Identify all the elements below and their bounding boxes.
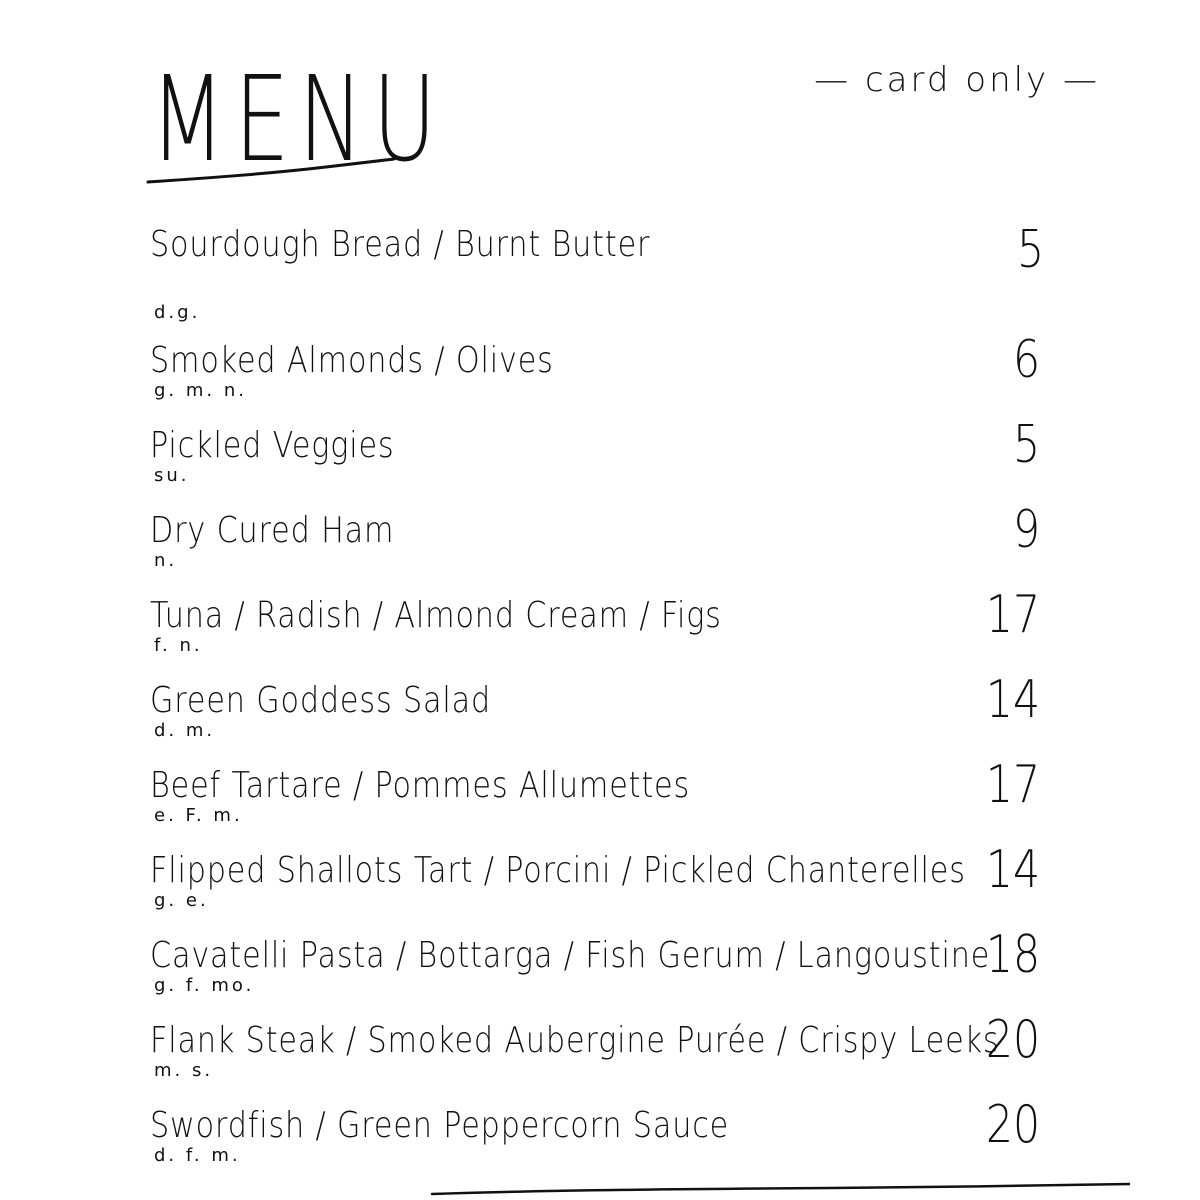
item-price: 17 xyxy=(985,755,1040,815)
item-code: d.g. xyxy=(154,302,201,323)
item-code: n. xyxy=(154,550,178,571)
menu-title: MENU xyxy=(150,50,446,188)
menu-item xyxy=(150,925,1050,1020)
title-underline xyxy=(146,150,406,190)
item-price: 6 xyxy=(1012,330,1040,390)
item-code: g. m. n. xyxy=(154,380,247,401)
item-name: Cavatelli Pasta / Bottarga / Fish Gerum / Langoustine xyxy=(150,935,991,976)
item-code: e. F. m. xyxy=(154,805,243,826)
menu-item xyxy=(150,220,1050,340)
menu-items xyxy=(150,220,1050,1190)
item-name: Sourdough Bread / Burnt Butter xyxy=(150,224,651,265)
menu-item xyxy=(150,500,1050,595)
item-code: d. m. xyxy=(154,720,216,741)
item-code: g. f. mo. xyxy=(154,975,255,996)
item-name: Dry Cured Ham xyxy=(150,510,395,551)
item-price: 20 xyxy=(985,1095,1040,1155)
item-price: 5 xyxy=(1012,415,1040,475)
item-code: d. f. m. xyxy=(154,1145,241,1166)
item-name: Tuna / Radish / Almond Cream / Figs xyxy=(150,595,722,636)
item-name: Green Goddess Salad xyxy=(150,680,492,721)
item-code: g. e. xyxy=(154,890,209,911)
menu-item xyxy=(150,755,1050,850)
item-price: 18 xyxy=(985,925,1040,985)
item-name: Pickled Veggies xyxy=(150,425,395,466)
item-price: 9 xyxy=(1012,500,1040,560)
item-code: su. xyxy=(154,465,190,486)
item-price: 17 xyxy=(985,585,1040,645)
item-name: Smoked Almonds / Olives xyxy=(150,340,554,381)
bottom-rule xyxy=(430,1180,1130,1196)
item-price: 5 xyxy=(1016,220,1044,280)
item-price: 20 xyxy=(985,1010,1040,1070)
item-price: 14 xyxy=(985,670,1040,730)
item-name: Swordfish / Green Peppercorn Sauce xyxy=(150,1105,730,1146)
item-name: Flank Steak / Smoked Aubergine Purée / Crispy Leeks xyxy=(150,1020,1000,1061)
card-only-note: — card only — xyxy=(814,60,1100,100)
item-code: f. n. xyxy=(154,635,203,656)
item-code: m. s. xyxy=(154,1060,214,1081)
menu-item xyxy=(150,415,1050,510)
menu-item xyxy=(150,1095,1050,1190)
menu-item xyxy=(150,330,1050,425)
menu-item xyxy=(150,1010,1050,1105)
menu-item xyxy=(150,585,1050,680)
item-price: 14 xyxy=(985,840,1040,900)
item-name: Beef Tartare / Pommes Allumettes xyxy=(150,765,691,806)
item-name: Flipped Shallots Tart / Porcini / Pickled Chanterelles xyxy=(150,850,966,891)
menu-item xyxy=(150,840,1050,935)
menu-item xyxy=(150,670,1050,765)
